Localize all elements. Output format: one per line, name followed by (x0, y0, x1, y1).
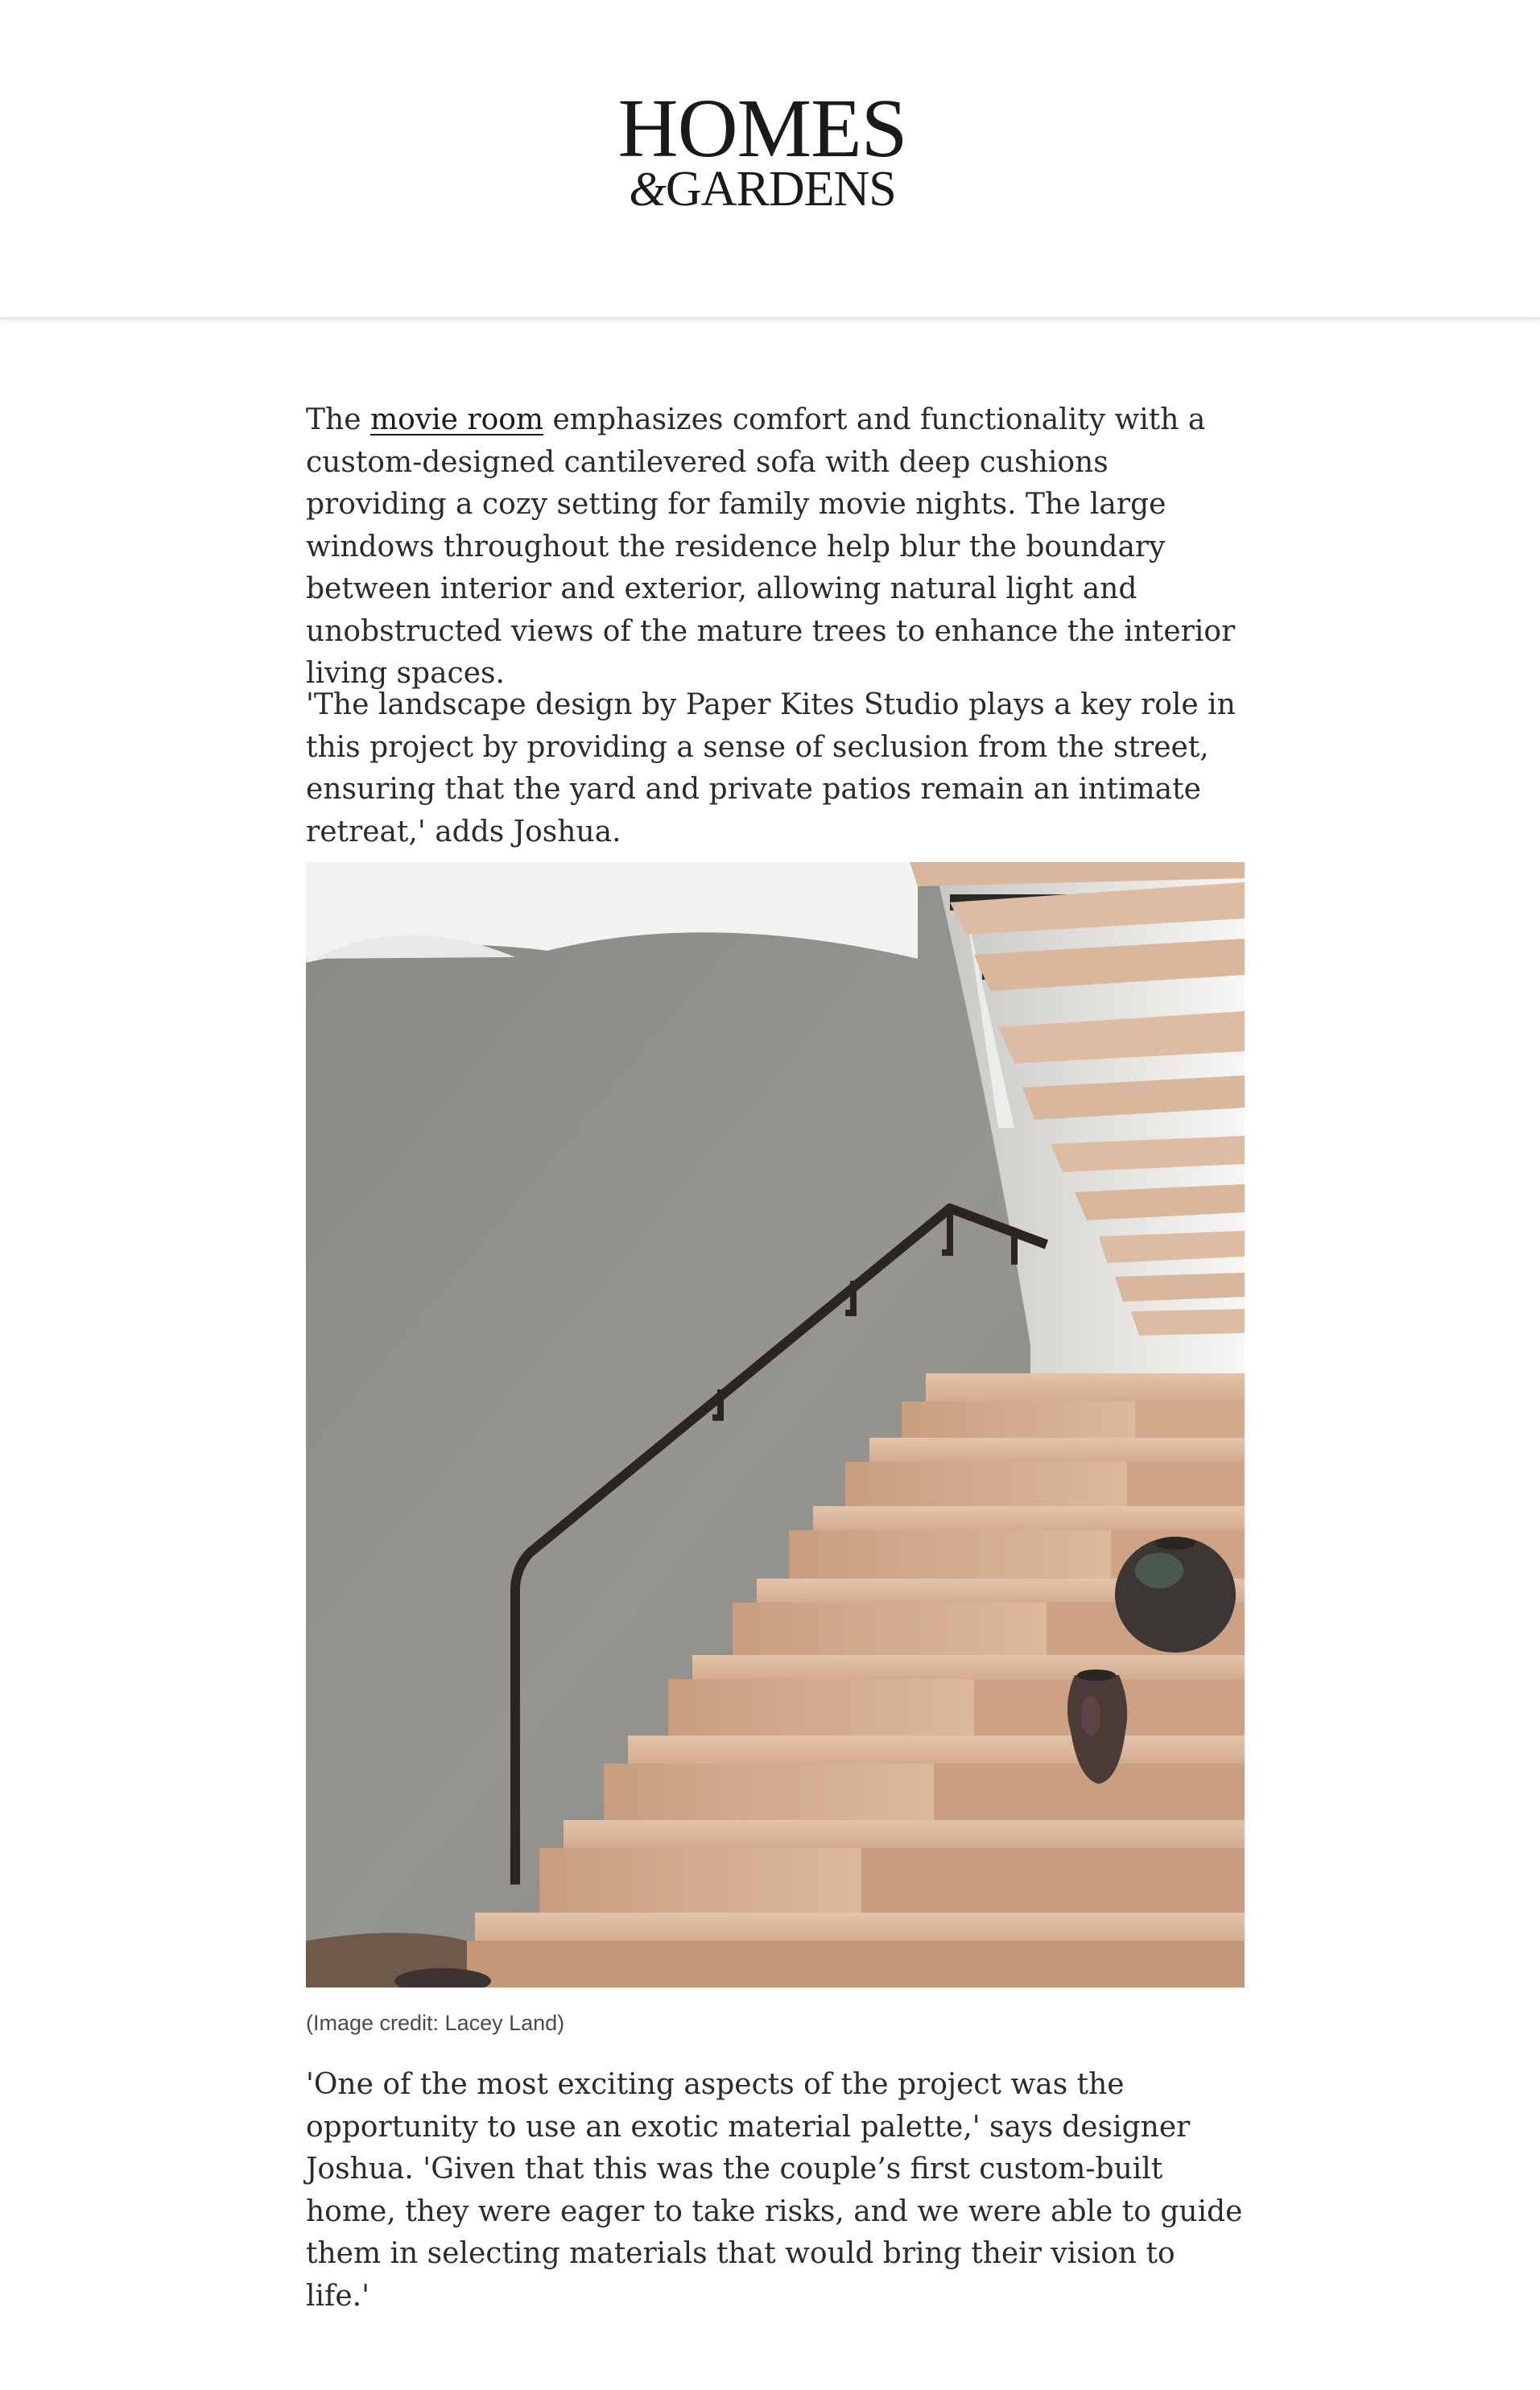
vase-large (1115, 1537, 1236, 1653)
logo-homes: HOMES (617, 82, 907, 175)
site-header (0, 0, 1540, 320)
paragraph-text: The (306, 403, 370, 436)
movie-room-link[interactable]: movie room (370, 403, 544, 436)
staircase-illustration (306, 862, 1245, 1988)
logo-ampersand: & (629, 163, 666, 216)
paragraph-text: emphasizes comfort and functionality with a custom-designed cantilevered sofa with deep cushions providing a cozy setting for family movie nights. The large windows throughout the residence help blur the boundary between interior and exterior, allowing natural light and unobstructed views of the mature trees to enhance the interior living spaces. (306, 403, 1236, 690)
article-paragraph-1 (306, 399, 1248, 696)
staircase-photo[interactable] (306, 862, 1245, 1988)
logo-gardens: GARDENS (665, 162, 896, 217)
article-paragraph-3: 'One of the most exciting aspects of the project was the opportunity to use an exotic material palette,' says designer Joshua. 'Given that this was the couple’s first custom-built home, they were eager to take risks, and we were able to guide them in selecting materials that would bring their vision to life.' (306, 2068, 1243, 2313)
image-caption: (Image credit: Lacey Land) (306, 2011, 565, 2035)
article-paragraph-2: 'The landscape design by Paper Kites Studio plays a key role in this project by providing a sense of seclusion from the street, ensuring that the yard and private patios remain an intimate retreat,' adds Joshua. (306, 688, 1236, 848)
site-logo[interactable] (601, 82, 924, 217)
logo-gardens-line (601, 162, 924, 217)
